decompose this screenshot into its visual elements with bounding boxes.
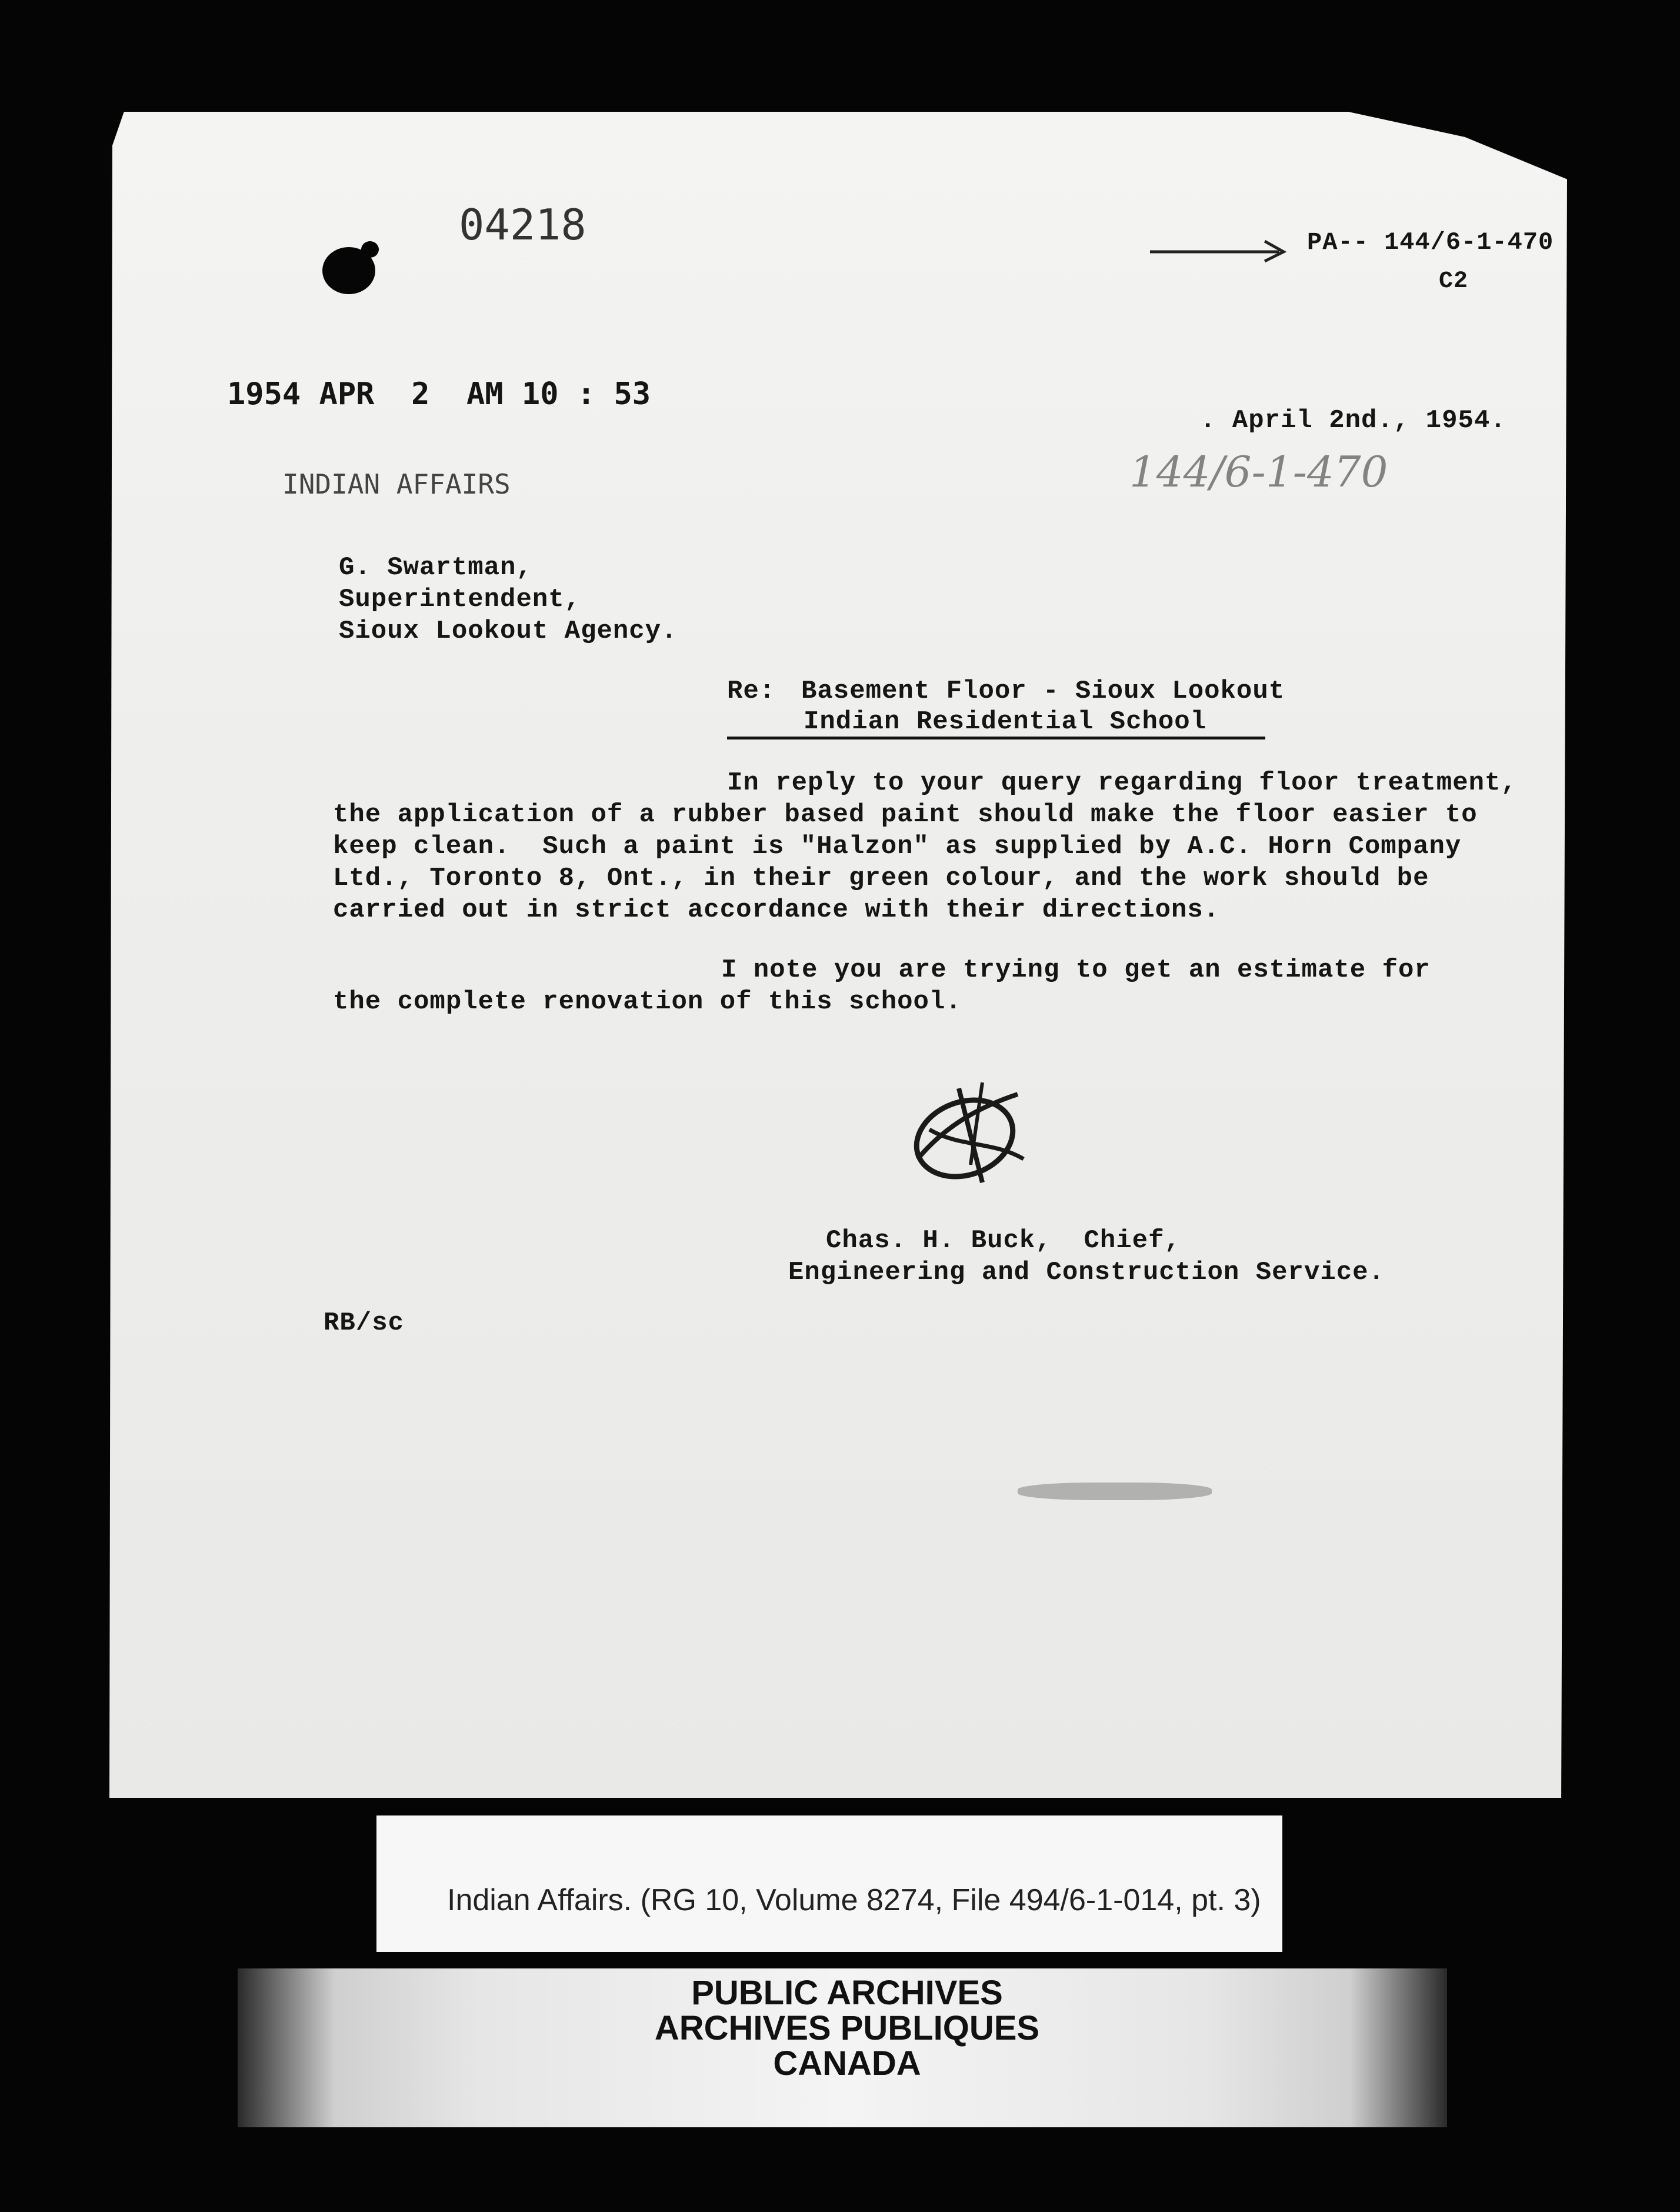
document-page <box>109 112 1567 1798</box>
subject-line-1: Basement Floor - Sioux Lookout <box>801 677 1285 706</box>
signatory-title: Engineering and Construction Service. <box>788 1258 1385 1287</box>
paragraph-line: In reply to your query regarding floor treatment, <box>727 768 1517 798</box>
paragraph-line: carried out in strict accordance with their directions. <box>333 895 1220 925</box>
received-date-stamp: 1954 APR 2 AM 10 : 53 <box>227 377 651 412</box>
arrow-icon <box>1147 235 1294 265</box>
paragraph-line: keep clean. Such a paint is "Halzon" as supplied by A.C. Horn Company <box>333 832 1462 861</box>
letter-date: . April 2nd., 1954. <box>1200 406 1506 435</box>
paragraph-line: I note you are trying to get an estimate for <box>721 955 1431 985</box>
recipient-title: Superintendent, <box>339 585 581 614</box>
recipient-name: G. Swartman, <box>339 553 532 582</box>
smudge <box>1018 1483 1212 1500</box>
paragraph-line: Ltd., Toronto 8, Ont., in their green colour, and the work should be <box>333 864 1429 893</box>
handwritten-file-number: 144/6-1-470 <box>1129 447 1388 497</box>
signature-scribble <box>894 1071 1047 1194</box>
archive-line-3: CANADA <box>773 2044 921 2083</box>
department-stamp: INDIAN AFFAIRS <box>282 468 511 500</box>
subject-line-2: Indian Residential School <box>727 707 1265 739</box>
archive-label <box>606 1976 1088 2081</box>
paragraph-line: the complete renovation of this school. <box>333 987 962 1017</box>
document-number-stamp: 04218 <box>459 200 586 249</box>
typist-initials: RB/sc <box>324 1308 405 1338</box>
ink-blot-small <box>361 241 379 258</box>
signatory-name: Chas. H. Buck, Chief, <box>826 1226 1181 1255</box>
archive-line-2: ARCHIVES PUBLIQUES <box>654 2009 1040 2047</box>
archive-line-1: PUBLIC ARCHIVES <box>691 1974 1003 2012</box>
file-reference-sub: C2 <box>1439 268 1469 295</box>
recipient-agency: Sioux Lookout Agency. <box>339 617 678 646</box>
paragraph-line: the application of a rubber based paint should make the floor easier to <box>333 800 1478 830</box>
re-label: Re: <box>727 677 776 706</box>
caption-source: Indian Affairs. (RG 10, Volume 8274, File 494/6-1-014, pt. 3) <box>447 1883 1261 1917</box>
file-reference: PA-- 144/6-1-470 <box>1307 228 1554 256</box>
